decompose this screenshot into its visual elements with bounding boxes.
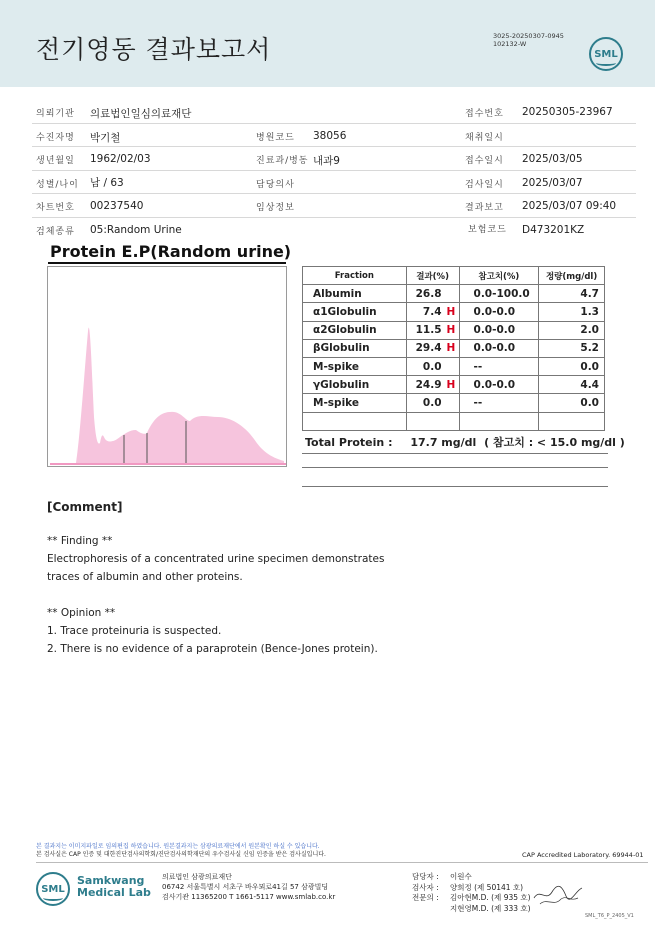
chart-no-value: 00237540 <box>90 200 144 212</box>
institution-value: 의료법인일심의료재단 <box>90 108 192 120</box>
total-protein-label: Total Protein : <box>305 436 393 449</box>
fraction-concentration: 1.3 <box>539 303 605 321</box>
contact-line: 검사기관 11365200 T 1661-5117 www.smlab.co.kr <box>162 893 336 901</box>
table-row <box>303 376 605 394</box>
fraction-result <box>406 412 459 430</box>
table-row <box>303 357 605 375</box>
fraction-name: α2Globulin <box>303 321 407 339</box>
result-value: 11.5 <box>415 324 442 337</box>
page-title: 전기영동 결과보고서 <box>36 35 272 64</box>
received-label: 접수일시 <box>465 156 504 166</box>
high-flag: H <box>446 342 456 355</box>
fraction-concentration: 0.0 <box>539 394 605 412</box>
receipt-no-label: 접수번호 <box>465 109 504 119</box>
table-row <box>303 339 605 357</box>
dept-label: 진료과/병동 <box>256 156 309 166</box>
document-code <box>493 32 564 48</box>
clinical-label: 임상정보 <box>256 203 295 213</box>
specimen-value: 05:Random Urine <box>90 223 182 236</box>
dept-value: 내과9 <box>313 155 340 167</box>
high-flag: H <box>446 324 456 337</box>
result-value: 0.0 <box>422 360 442 373</box>
sml-logo-icon <box>589 37 623 71</box>
result-value: 7.4 <box>422 305 442 318</box>
fraction-name: Albumin <box>303 285 407 303</box>
org-name: 의료법인 삼광의료재단 <box>162 873 232 881</box>
institution-label: 의뢰기관 <box>36 109 75 119</box>
reported-label: 결과보고 <box>465 203 504 213</box>
info-row-sex-age <box>32 171 636 195</box>
fraction-result <box>406 394 459 412</box>
footer-logo-text: SML <box>41 883 65 895</box>
result-value: 24.9 <box>415 378 442 391</box>
electrophoresis-curve <box>48 267 288 468</box>
tested-label: 검사일시 <box>465 179 504 190</box>
brand-line1: Samkwang <box>77 874 145 887</box>
doctor-label: 담당의사 <box>256 179 295 190</box>
fraction-table-header <box>303 267 605 285</box>
electrophoresis-graph <box>47 266 287 467</box>
header-reference: 참고치(%) <box>459 267 539 285</box>
footer-notice-line2: 본 검사실은 CAP 인증 및 대한진단검사의학회/진단검사의학재단의 우수검사실 신임 인증을 받은 검사실입니다. <box>36 851 326 858</box>
result-value: 26.8 <box>415 287 442 300</box>
fraction-concentration: 4.4 <box>539 376 605 394</box>
footer-brand <box>77 875 151 899</box>
info-row-birth <box>32 147 636 171</box>
tested-value: 2025/03/07 <box>522 176 583 189</box>
divider-line <box>302 467 608 468</box>
fraction-concentration: 4.7 <box>539 285 605 303</box>
footer-sml-logo-icon <box>36 872 70 906</box>
footer-staff <box>412 872 531 914</box>
specialist-value: 김아현M.D. (제 935 호) <box>450 893 531 902</box>
collection-date-label: 채취일시 <box>465 132 504 143</box>
signature-icon <box>530 880 586 910</box>
total-protein-reference: ( 참고치 : < 15.0 mg/dl ) <box>484 436 625 449</box>
manager-value: 이원수 <box>450 872 472 881</box>
manager-label: 담당자 : <box>412 872 439 881</box>
section-title-underline <box>48 262 286 264</box>
info-row-chart-no <box>32 194 636 218</box>
finding-line: Electrophoresis of a concentrated urine specimen demonstrates <box>47 553 385 565</box>
fraction-table <box>302 266 605 431</box>
fraction-concentration: 2.0 <box>539 321 605 339</box>
birth-label: 생년월일 <box>36 156 75 166</box>
finding-line: traces of albumin and other proteins. <box>47 571 243 583</box>
result-value: 0.0 <box>422 396 442 409</box>
document-code-line1: 3025-20250307-0945 <box>493 32 564 40</box>
fraction-name: M-spike <box>303 394 407 412</box>
divider-line <box>302 486 608 487</box>
sml-logo-text: SML <box>594 48 618 60</box>
header-concentration: 정량(mg/dl) <box>539 267 605 285</box>
comment-heading: [Comment] <box>47 500 123 514</box>
total-protein <box>305 434 625 450</box>
patient-info-table <box>32 100 636 241</box>
fraction-result <box>406 376 459 394</box>
info-row-name <box>32 124 636 148</box>
table-row <box>303 303 605 321</box>
fraction-result <box>406 339 459 357</box>
fraction-reference: 0.0-100.0 <box>459 285 539 303</box>
opinion-heading: ** Opinion ** <box>47 607 116 619</box>
specialist-value-2: 지현영M.D. (제 333 호) <box>450 903 531 913</box>
fraction-name: α1Globulin <box>303 303 407 321</box>
finding-heading: ** Finding ** <box>47 535 113 547</box>
fraction-name <box>303 412 407 430</box>
footer-notice-line1: 본 결과지는 이미지파일로 임의편집 하였습니다. 원본결과지는 삼광의료재단에서 원본확인 하실 수 있습니다. <box>36 843 320 850</box>
chart-no-label: 차트번호 <box>36 203 75 213</box>
high-flag: H <box>446 378 456 391</box>
fraction-result <box>406 285 459 303</box>
specialist-label: 전문의 : <box>412 893 439 902</box>
fraction-reference: -- <box>459 394 539 412</box>
received-value: 2025/03/05 <box>522 153 583 165</box>
fraction-result <box>406 303 459 321</box>
fraction-reference: 0.0-0.0 <box>459 321 539 339</box>
table-row <box>303 285 605 303</box>
hospital-code-label: 병원코드 <box>256 132 295 143</box>
hospital-code-value: 38056 <box>313 129 347 142</box>
total-protein-value: 17.7 mg/dl <box>410 436 477 449</box>
table-row <box>303 412 605 430</box>
insurance-value: D473201KZ <box>522 223 585 236</box>
table-row <box>303 394 605 412</box>
name-label: 수진자명 <box>36 132 75 143</box>
header-fraction: Fraction <box>303 267 407 285</box>
divider-line <box>302 453 608 454</box>
birth-value: 1962/02/03 <box>90 153 151 165</box>
fraction-reference <box>459 412 539 430</box>
tester-label: 검사자 : <box>412 882 439 892</box>
sex-age-label: 성별/나이 <box>36 179 79 190</box>
high-flag: H <box>446 305 456 318</box>
header-result: 결과(%) <box>406 267 459 285</box>
section-title: Protein E.P(Random urine) <box>50 242 292 261</box>
fraction-concentration: 5.2 <box>539 339 605 357</box>
result-value: 29.4 <box>415 342 442 355</box>
footer-divider <box>36 862 648 863</box>
document-code-line2: 102132-W <box>493 40 527 48</box>
opinion-line: 2. There is no evidence of a paraprotein (Bence-Jones protein). <box>47 643 378 655</box>
name-value: 박기철 <box>90 131 121 144</box>
opinion-line: 1. Trace proteinuria is suspected. <box>47 625 222 637</box>
receipt-no-value: 20250305-23967 <box>522 106 613 118</box>
footer-address <box>162 872 335 902</box>
fraction-reference: -- <box>459 357 539 375</box>
tester-value: 양희정 (제 50141 호) <box>450 882 524 892</box>
sex-age-value: 남 / 63 <box>90 176 124 189</box>
form-code: SML_T6_P_2405_V1 <box>585 913 634 919</box>
info-row-institution <box>32 100 636 124</box>
fraction-name: γGlobulin <box>303 376 407 394</box>
fraction-reference: 0.0-0.0 <box>459 303 539 321</box>
address-line: 06742 서울특별시 서초구 바우뫼로41길 57 삼광빌딩 <box>162 883 329 891</box>
footer-notice <box>36 843 326 859</box>
fraction-reference: 0.0-0.0 <box>459 376 539 394</box>
reported-value: 2025/03/07 09:40 <box>522 200 617 212</box>
fraction-result <box>406 321 459 339</box>
insurance-label: 보험코드 <box>468 224 507 235</box>
brand-line2: Medical Lab <box>77 886 151 899</box>
fraction-reference: 0.0-0.0 <box>459 339 539 357</box>
table-row <box>303 321 605 339</box>
info-row-specimen <box>32 218 636 242</box>
fraction-name: βGlobulin <box>303 339 407 357</box>
specimen-label: 검체종류 <box>36 226 75 237</box>
cap-accreditation: CAP Accredited Laboratory. 69944-01 <box>522 851 644 859</box>
fraction-result <box>406 357 459 375</box>
fraction-concentration: 0.0 <box>539 357 605 375</box>
fraction-concentration <box>539 412 605 430</box>
fraction-name: M-spike <box>303 357 407 375</box>
